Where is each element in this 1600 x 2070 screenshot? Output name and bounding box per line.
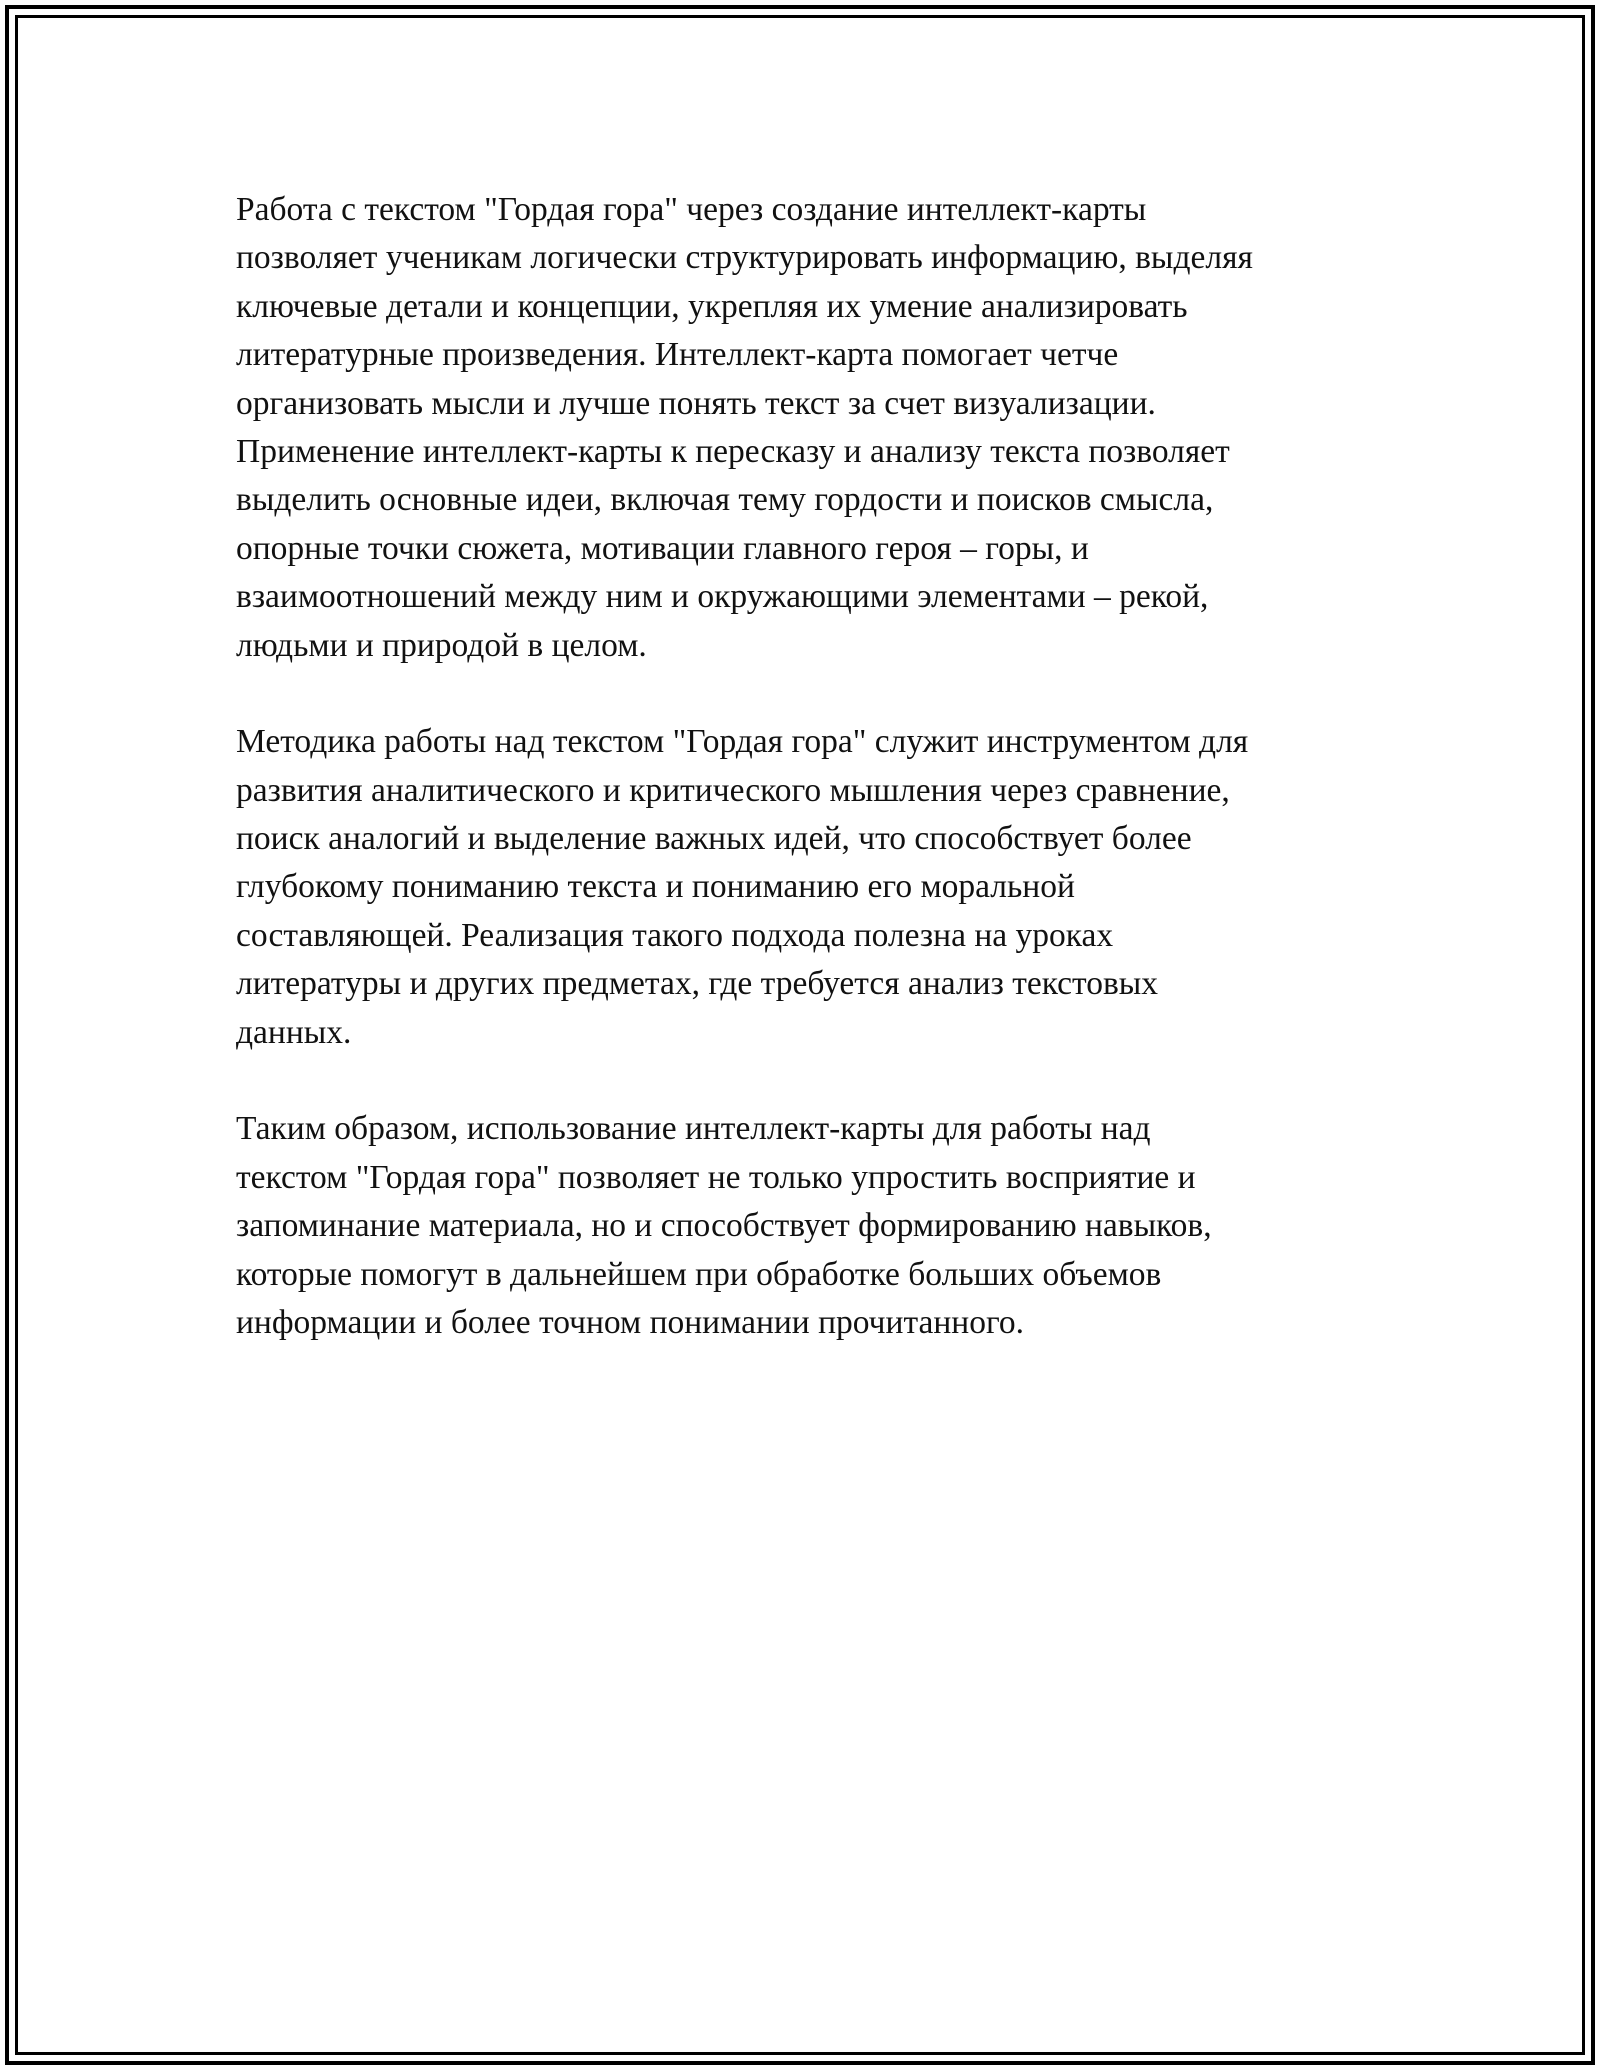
text-line: литературы и других предметах, где требуется анализ текстовых: [236, 965, 1159, 1003]
text-line: опорные точки сюжета, мотивации главного героя – горы, и: [236, 529, 1089, 567]
paragraph-2: [236, 718, 1366, 1057]
text-line: Применение интеллект-карты к пересказу и анализу текста позволяет: [236, 432, 1230, 470]
paragraph-3: [236, 1105, 1366, 1347]
text-line: глубокому пониманию текста и пониманию его моральной: [236, 868, 1075, 906]
text-line: данных.: [236, 1013, 352, 1051]
text-line: Таким образом, использование интеллект-карты для работы над: [236, 1110, 1151, 1148]
paragraph-1: [236, 186, 1366, 670]
text-line: людьми и природой в целом.: [236, 626, 647, 664]
text-line: литературные произведения. Интеллект-карта помогает четче: [236, 336, 1119, 374]
text-line: ключевые детали и концепции, укрепляя их умение анализировать: [236, 287, 1188, 325]
text-line: Работа с текстом "Гордая гора" через создание интеллект-карты: [236, 191, 1147, 228]
text-line: которые помогут в дальнейшем при обработке больших объемов: [236, 1255, 1162, 1293]
text-line: взаимоотношений между ним и окружающими элементами – рекой,: [236, 578, 1209, 616]
text-line: текстом "Гордая гора" позволяет не только упростить восприятие и: [236, 1158, 1196, 1196]
text-line: информации и более точном понимании прочитанного.: [236, 1303, 1025, 1341]
text-line: развития аналитического и критического мышления через сравнение,: [236, 771, 1230, 809]
text-line: Методика работы над текстом "Гордая гора" служит инструментом для: [236, 723, 1249, 761]
text-line: запоминание материала, но и способствует формированию навыков,: [236, 1207, 1212, 1245]
text-line: составляющей. Реализация такого подхода полезна на уроках: [236, 916, 1114, 954]
text-line: выделить основные идеи, включая тему гордости и поисков смысла,: [236, 481, 1214, 519]
text-line: поиск аналогий и выделение важных идей, что способствует более: [236, 820, 1192, 858]
text-line: организовать мысли и лучше понять текст за счет визуализации.: [236, 384, 1156, 422]
document-body: [236, 186, 1366, 1347]
text-line: позволяет ученикам логически структурировать информацию, выделяя: [236, 239, 1253, 277]
